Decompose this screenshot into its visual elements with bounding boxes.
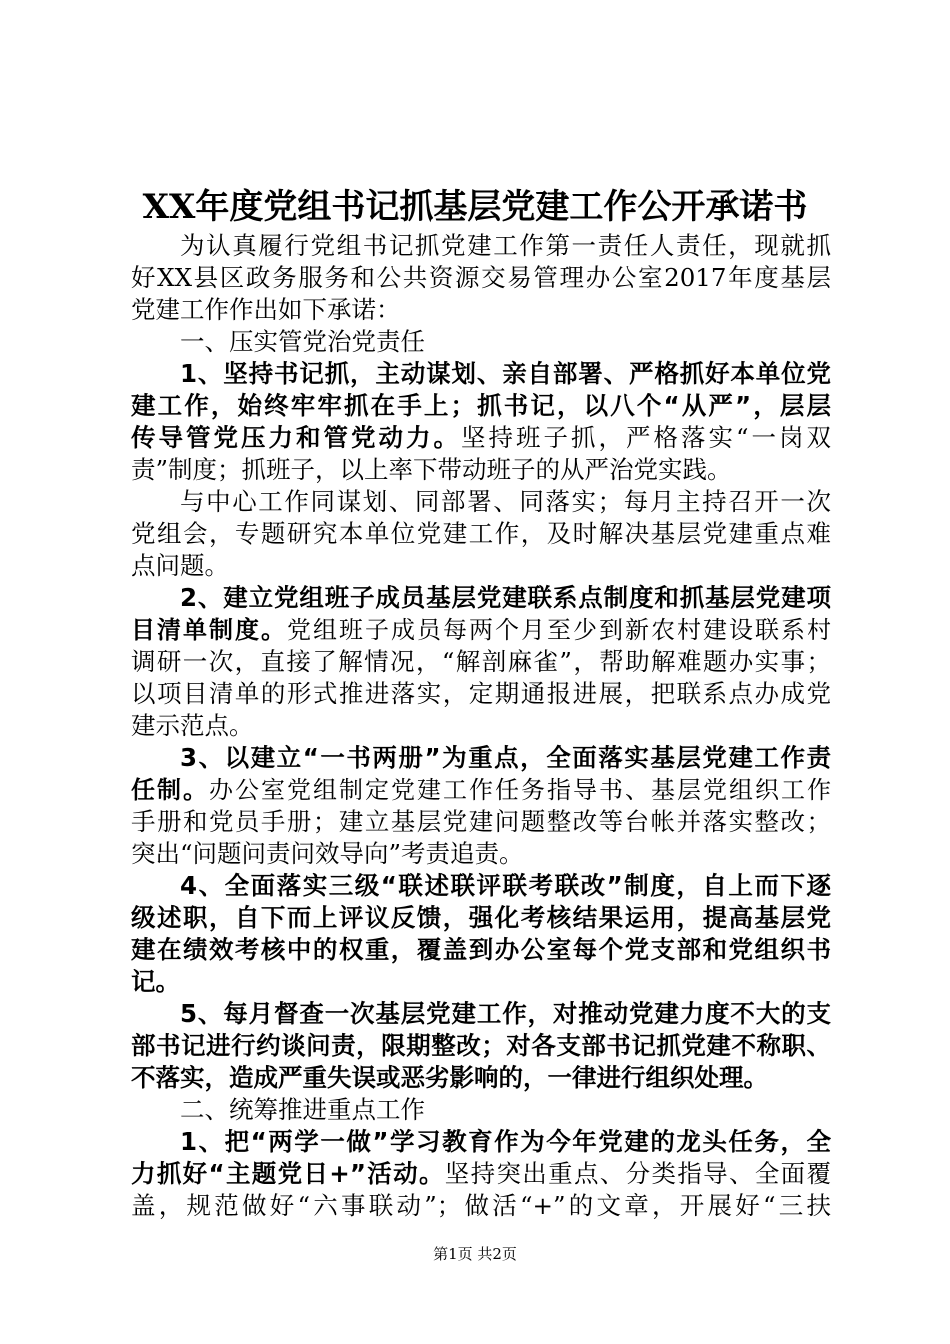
text-segment: 建工作，始终牢牢抓在手上；抓书记，以八个“从严”，层层 [131, 391, 831, 420]
text-segment: 记。 [131, 967, 180, 996]
text-segment: 建示范点。 [131, 711, 254, 740]
text-line-s1p2-3 [131, 550, 831, 582]
text-segment: 党组会，专题研究本单位党建工作，及时解决基层党建重点难 [131, 519, 831, 548]
text-line-s1p4-3 [131, 806, 831, 838]
text-segment: 任制。 [131, 776, 209, 804]
text-segment: 为认真履行党组书记抓党建工作第一责任人责任，现就抓 [180, 231, 831, 260]
text-line-s1p6-1 [131, 998, 831, 1030]
text-line-s1p4-1 [131, 742, 831, 774]
text-segment: 力抓好“主题党日+”活动。 [131, 1159, 445, 1188]
text-segment: 调研一次，直接了解情况，“解剖麻雀”，帮助解难题办实事； [131, 647, 831, 676]
text-segment: 建在绩效考核中的权重，覆盖到办公室每个党支部和党组织书 [131, 935, 831, 964]
document-title: XX年度党组书记抓基层党建工作公开承诺书 [142, 187, 808, 227]
text-line-s1p5-2 [131, 902, 831, 934]
text-segment: 责”制度；抓班子，以上率下带动班子的从严治党实践。 [131, 455, 732, 484]
text-segment: 4、全面落实三级“联述联评联考联改”制度，自上而下逐 [180, 871, 831, 900]
text-segment: 二、统筹推进重点工作 [180, 1095, 425, 1124]
text-line-s2p1-1 [131, 1126, 831, 1158]
text-segment: 1、坚持书记抓，主动谋划、亲自部署、严格抓好本单位党 [180, 359, 831, 388]
page-footer: 第1页 共2页 [433, 1245, 517, 1263]
text-segment: 1、把“两学一做”学习教育作为今年党建的龙头任务，全 [180, 1127, 831, 1156]
text-segment: 办公室党组制定党建工作任务指导书、基层党组织工作 [209, 776, 831, 804]
text-line-intro-3 [131, 294, 831, 326]
text-line-s1p1-1 [131, 358, 831, 390]
text-segment: 2、建立党组班子成员基层党建联系点制度和抓基层党建项 [180, 583, 831, 612]
text-line-s1p6-3 [131, 1062, 831, 1094]
text-segment: 一、压实管党治党责任 [180, 327, 425, 356]
text-segment: 手册和党员手册；建立基层党建问题整改等台帐并落实整改； [131, 807, 831, 836]
text-line-intro-1 [131, 230, 831, 262]
text-line-intro-2 [131, 262, 831, 294]
document-body [131, 230, 831, 1222]
text-line-s1p6-2 [131, 1030, 831, 1062]
text-segment: 点问题。 [131, 551, 229, 580]
text-segment: 5、每月督查一次基层党建工作，对推动党建力度不大的支 [180, 999, 831, 1028]
text-line-s1p3-4 [131, 678, 831, 710]
text-line-s2p1-3 [131, 1190, 831, 1222]
text-line-s1p5-3 [131, 934, 831, 966]
text-line-s1p5-1 [131, 870, 831, 902]
text-line-s1p1-3 [131, 422, 831, 454]
text-segment: 3、以建立“一书两册”为重点，全面落实基层党建工作责 [180, 743, 831, 772]
text-segment: 党组班子成员每两个月至少到新农村建设联系村 [287, 616, 831, 644]
text-line-s2p1-2 [131, 1158, 831, 1190]
text-segment: 盖，规范做好“六事联动”；做活“+”的文章，开展好“三扶 [131, 1191, 831, 1220]
text-line-s1p1-4 [131, 454, 831, 486]
text-line-s1p2-2 [131, 518, 831, 550]
text-line-s1p3-3 [131, 646, 831, 678]
text-line-sec1-heading [131, 326, 831, 358]
text-segment: 好XX县区政务服务和公共资源交易管理办公室2017年度基层 [131, 263, 831, 292]
text-segment: 传导管党压力和管党动力。 [131, 423, 461, 452]
text-line-s1p3-1 [131, 582, 831, 614]
text-line-s1p4-4 [131, 838, 831, 870]
text-line-s1p1-2 [131, 390, 831, 422]
text-line-s1p2-1 [131, 486, 831, 518]
text-segment: 与中心工作同谋划、同部署、同落实；每月主持召开一次 [180, 487, 831, 516]
text-segment: 级述职，自下而上评议反馈，强化考核结果运用，提高基层党 [131, 903, 831, 932]
text-segment: 坚持突出重点、分类指导、全面覆 [444, 1159, 831, 1188]
text-line-sec2-heading [131, 1094, 831, 1126]
text-line-s1p4-2 [131, 774, 831, 806]
text-segment: 党建工作作出如下承诺： [131, 295, 401, 324]
text-segment: 坚持班子抓，严格落实“一岗双 [460, 423, 831, 452]
text-segment: 目清单制度。 [131, 616, 287, 644]
text-line-s1p3-2 [131, 614, 831, 646]
text-segment: 突出“问题问责问效导向”考责追责。 [131, 839, 524, 868]
text-segment: 以项目清单的形式推进落实，定期通报进展，把联系点办成党 [131, 679, 831, 708]
text-line-s1p5-4 [131, 966, 831, 998]
text-line-s1p3-5 [131, 710, 831, 742]
text-segment: 部书记进行约谈问责，限期整改；对各支部书记抓党建不称职、 [131, 1031, 831, 1060]
text-segment: 不落实，造成严重失误或恶劣影响的，一律进行组织处理。 [131, 1063, 768, 1092]
